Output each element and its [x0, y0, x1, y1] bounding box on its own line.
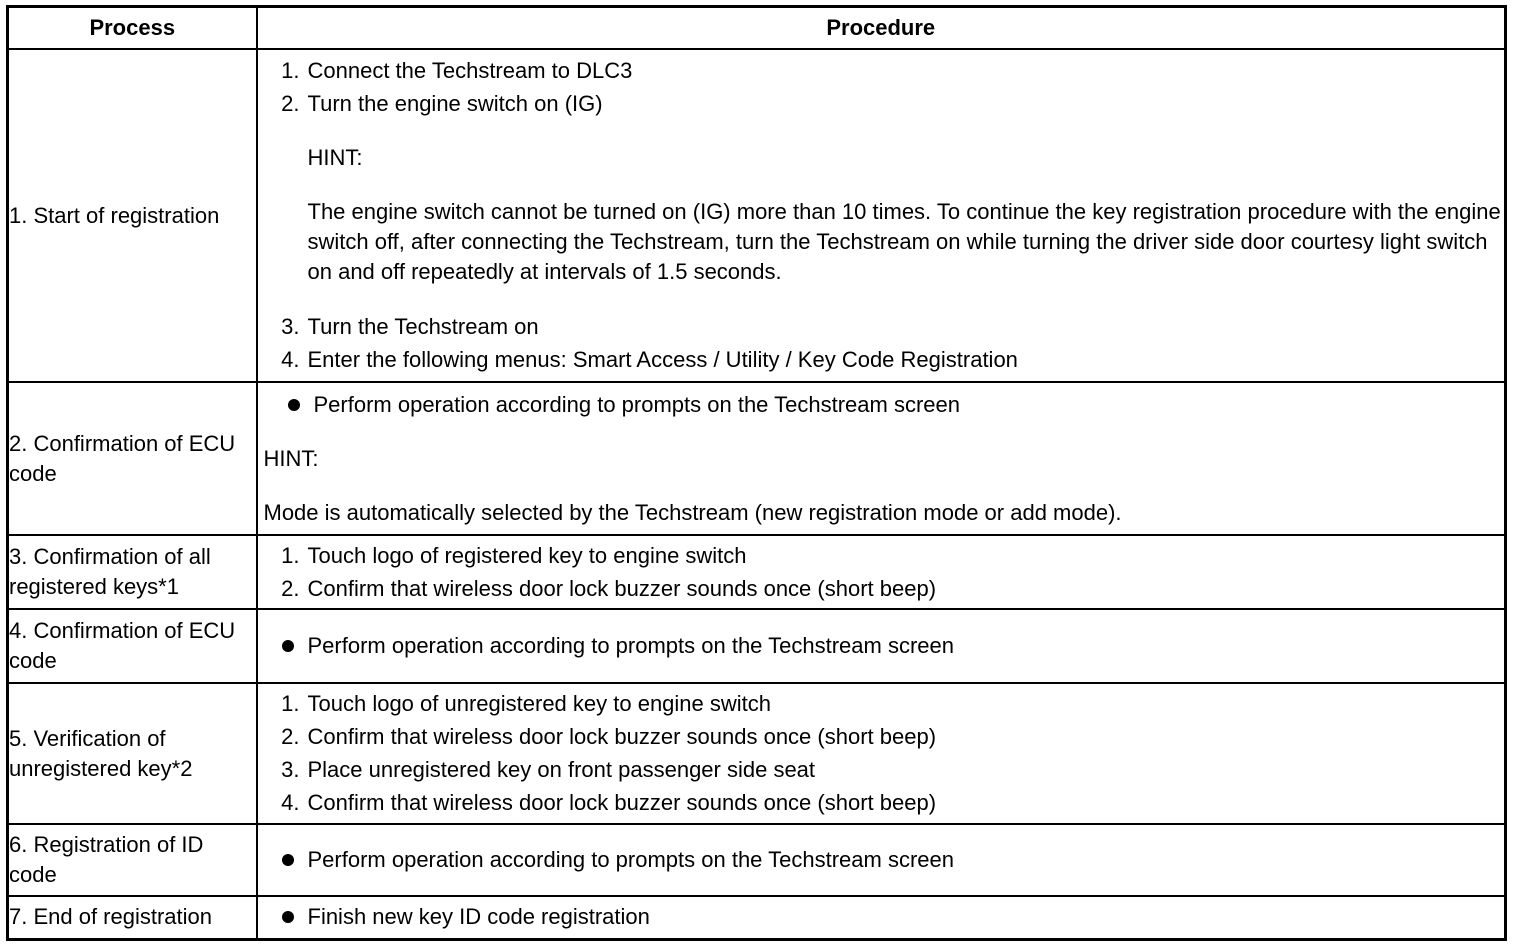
step-text: Confirm that wireless door lock buzzer sounds once (short beep) [307, 724, 937, 749]
bullet-item [258, 902, 1505, 932]
step-number: 3. [281, 757, 300, 782]
bullet-icon [282, 640, 294, 652]
procedure-cell [257, 896, 1506, 939]
bullet-text: Perform operation according to prompts on the Techstream screen [307, 847, 954, 872]
process-cell: 7. End of registration [8, 896, 257, 939]
step-text: Touch logo of registered key to engine switch [307, 542, 747, 568]
process-cell: 6. Registration of ID code [8, 824, 257, 896]
step-item [258, 345, 1505, 375]
step-text: Touch logo of unregistered key to engine switch [307, 691, 772, 716]
hint-label: HINT: [307, 145, 363, 170]
step-item [258, 56, 1505, 86]
bullet-icon [282, 911, 294, 923]
step-text: Turn the Techstream on [307, 314, 539, 339]
step-item [258, 89, 1505, 119]
step-number: 1. [281, 542, 300, 568]
bullet-text: Perform operation according to prompts on the Techstream screen [307, 633, 954, 658]
step-text: Enter the following menus: Smart Access / Utility / Key Code Registration [307, 347, 1018, 372]
step-item [258, 574, 1505, 604]
step-item [258, 755, 1505, 785]
bullet-icon [288, 399, 300, 411]
table-row [8, 535, 1506, 609]
step-item [258, 722, 1505, 752]
hint-label: HINT: [263, 445, 319, 471]
procedure-cell [257, 824, 1506, 896]
procedure-cell [257, 609, 1506, 683]
table-row [8, 683, 1506, 824]
procedure-cell [257, 49, 1506, 382]
step-number: 4. [281, 347, 300, 372]
header-row [8, 7, 1506, 50]
step-number: 3. [281, 314, 300, 339]
process-cell: 4. Confirmation of ECU code [8, 609, 257, 683]
step-item [258, 312, 1505, 342]
table-row [8, 609, 1506, 683]
step-number: 4. [281, 790, 300, 815]
table-row [8, 382, 1506, 535]
step-text: Connect the Techstream to DLC3 [307, 58, 633, 83]
bullet-item [264, 390, 1505, 420]
step-number: 1. [281, 58, 300, 83]
step-item [258, 541, 1505, 571]
process-cell: 1. Start of registration [8, 49, 257, 382]
table-row [8, 824, 1506, 896]
bullet-item [258, 845, 1505, 875]
bullet-text: Perform operation according to prompts on the Techstream screen [313, 391, 960, 417]
step-number: 2. [281, 724, 300, 749]
step-number: 1. [281, 691, 300, 716]
step-item [258, 689, 1505, 719]
step-text: Confirm that wireless door lock buzzer sounds once (short beep) [307, 575, 937, 601]
table-row [8, 896, 1506, 939]
process-cell: 5. Verification of unregistered key*2 [8, 683, 257, 824]
step-text: Confirm that wireless door lock buzzer sounds once (short beep) [307, 790, 937, 815]
process-cell: 2. Confirmation of ECU code [8, 382, 257, 535]
registration-procedure-table [6, 5, 1507, 941]
hint-text: The engine switch cannot be turned on (IG) more than 10 times. To continue the key registration procedure with the engine switch off, after connecting the Techstream, turn the Techstream on while turning the driver side door courtesy light switch on and off repeatedly at intervals of 1.5 seconds. [307, 199, 1501, 284]
step-text: Place unregistered key on front passenger side seat [307, 757, 816, 782]
procedure-column-header: Procedure [257, 7, 1506, 50]
step-text: Turn the engine switch on (IG) [307, 91, 603, 116]
bullet-icon [282, 854, 294, 866]
step-item [258, 788, 1505, 818]
step-number: 2. [281, 91, 300, 116]
step-number: 2. [281, 575, 300, 601]
process-cell: 3. Confirmation of all registered keys*1 [8, 535, 257, 609]
bullet-item [258, 631, 1505, 661]
process-column-header: Process [8, 7, 257, 50]
table-row [8, 49, 1506, 382]
bullet-text: Finish new key ID code registration [307, 904, 650, 930]
procedure-cell [257, 382, 1506, 535]
hint-text: Mode is automatically selected by the Techstream (new registration mode or add mode). [263, 499, 1122, 525]
procedure-cell [257, 683, 1506, 824]
procedure-cell [257, 535, 1506, 609]
